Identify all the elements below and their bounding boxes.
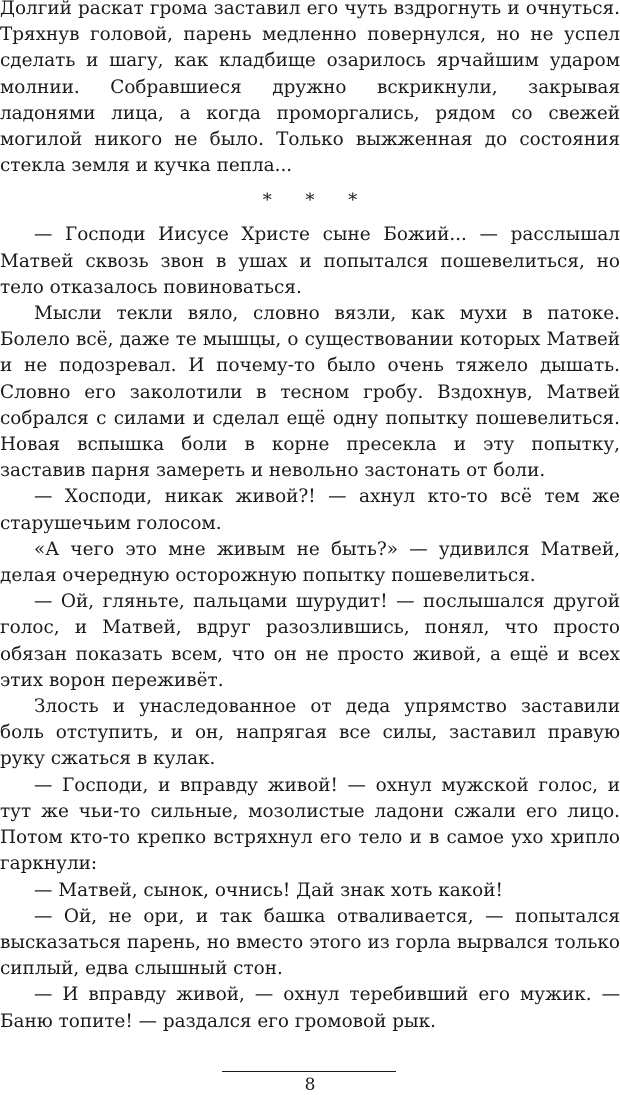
paragraph: — Матвей, сынок, очнись! Дай знак хоть какой! bbox=[34, 879, 503, 901]
paragraph: «А чего это мне живым не быть?» — удивился Матвей, делая очередную осторожную попытку пошевелиться. bbox=[0, 538, 620, 587]
paragraph: — Господи Иисусе Христе сыне Божий... — расслышал Матвей сквозь звон в ушах и попытался пошевелиться, но тело отказалось повиноваться. bbox=[0, 224, 620, 298]
footer-divider bbox=[222, 1071, 396, 1072]
paragraph: Мысли текли вяло, словно вязли, как мухи в патоке. Болело всё, даже те мышцы, о существовании которых Матвей и не подозревал. И почему-то было очень тяжело дышать. Словно его заколотили в тесном гробу. Вздохнув, Матвей собрался с силами и сделал ещё одну попытку пошевелиться. Новая вспышка боли в корне пресекла и эту попытку, заставив парня замереть и невольно застонать от боли. bbox=[0, 303, 620, 482]
paragraph: Злость и унаследованное от деда упрямство заставили боль отступить, и он, напрягая все силы, заставил правую руку сжаться в кулак. bbox=[0, 696, 620, 770]
page-number: 8 bbox=[304, 1075, 316, 1095]
paragraph: — Господи, и вправду живой! — охнул мужской голос, и тут же чьи-то сильные, мозолистые ладони сжали его лицо. Потом кто-то крепко встряхнул его тело и в самое ухо хрипло гаркнули: bbox=[0, 774, 620, 875]
paragraph: — Ой, не ори, и так башка отваливается, — попытался высказаться парень, но вместо этого из горла вырвался только сиплый, едва слышный стон. bbox=[0, 905, 620, 980]
paragraph: Долгий раскат грома заставил его чуть вздрогнуть и очнуться. Тряхнув головой, парень медленно повернулся, но не успел сделать и шагу, как кладбище озарилось ярчайшим ударом молнии. Собравшиеся дружно вскрикнули, закрывая ладонями лица, а когда проморгались, рядом со свежей могилой никого не было. Только выжженная до состояния стекла земля и кучка пепла... bbox=[0, 0, 620, 177]
paragraph: — Ой, гляньте, пальцами шурудит! — послышался другой голос, и Матвей, вдруг разозлившись, понял, что просто обязан показать всем, что он не просто живой, а ещё и всех этих ворон переживёт. bbox=[0, 591, 620, 691]
section-break: * * * bbox=[262, 190, 372, 212]
paragraph: — Хосподи, никак живой?! — ахнул кто-то всё тем же старушечьим голосом. bbox=[0, 486, 620, 534]
paragraph: — И вправду живой, — охнул теребивший его мужик. — Баню топите! — раздался его громовой рык. bbox=[0, 984, 620, 1032]
